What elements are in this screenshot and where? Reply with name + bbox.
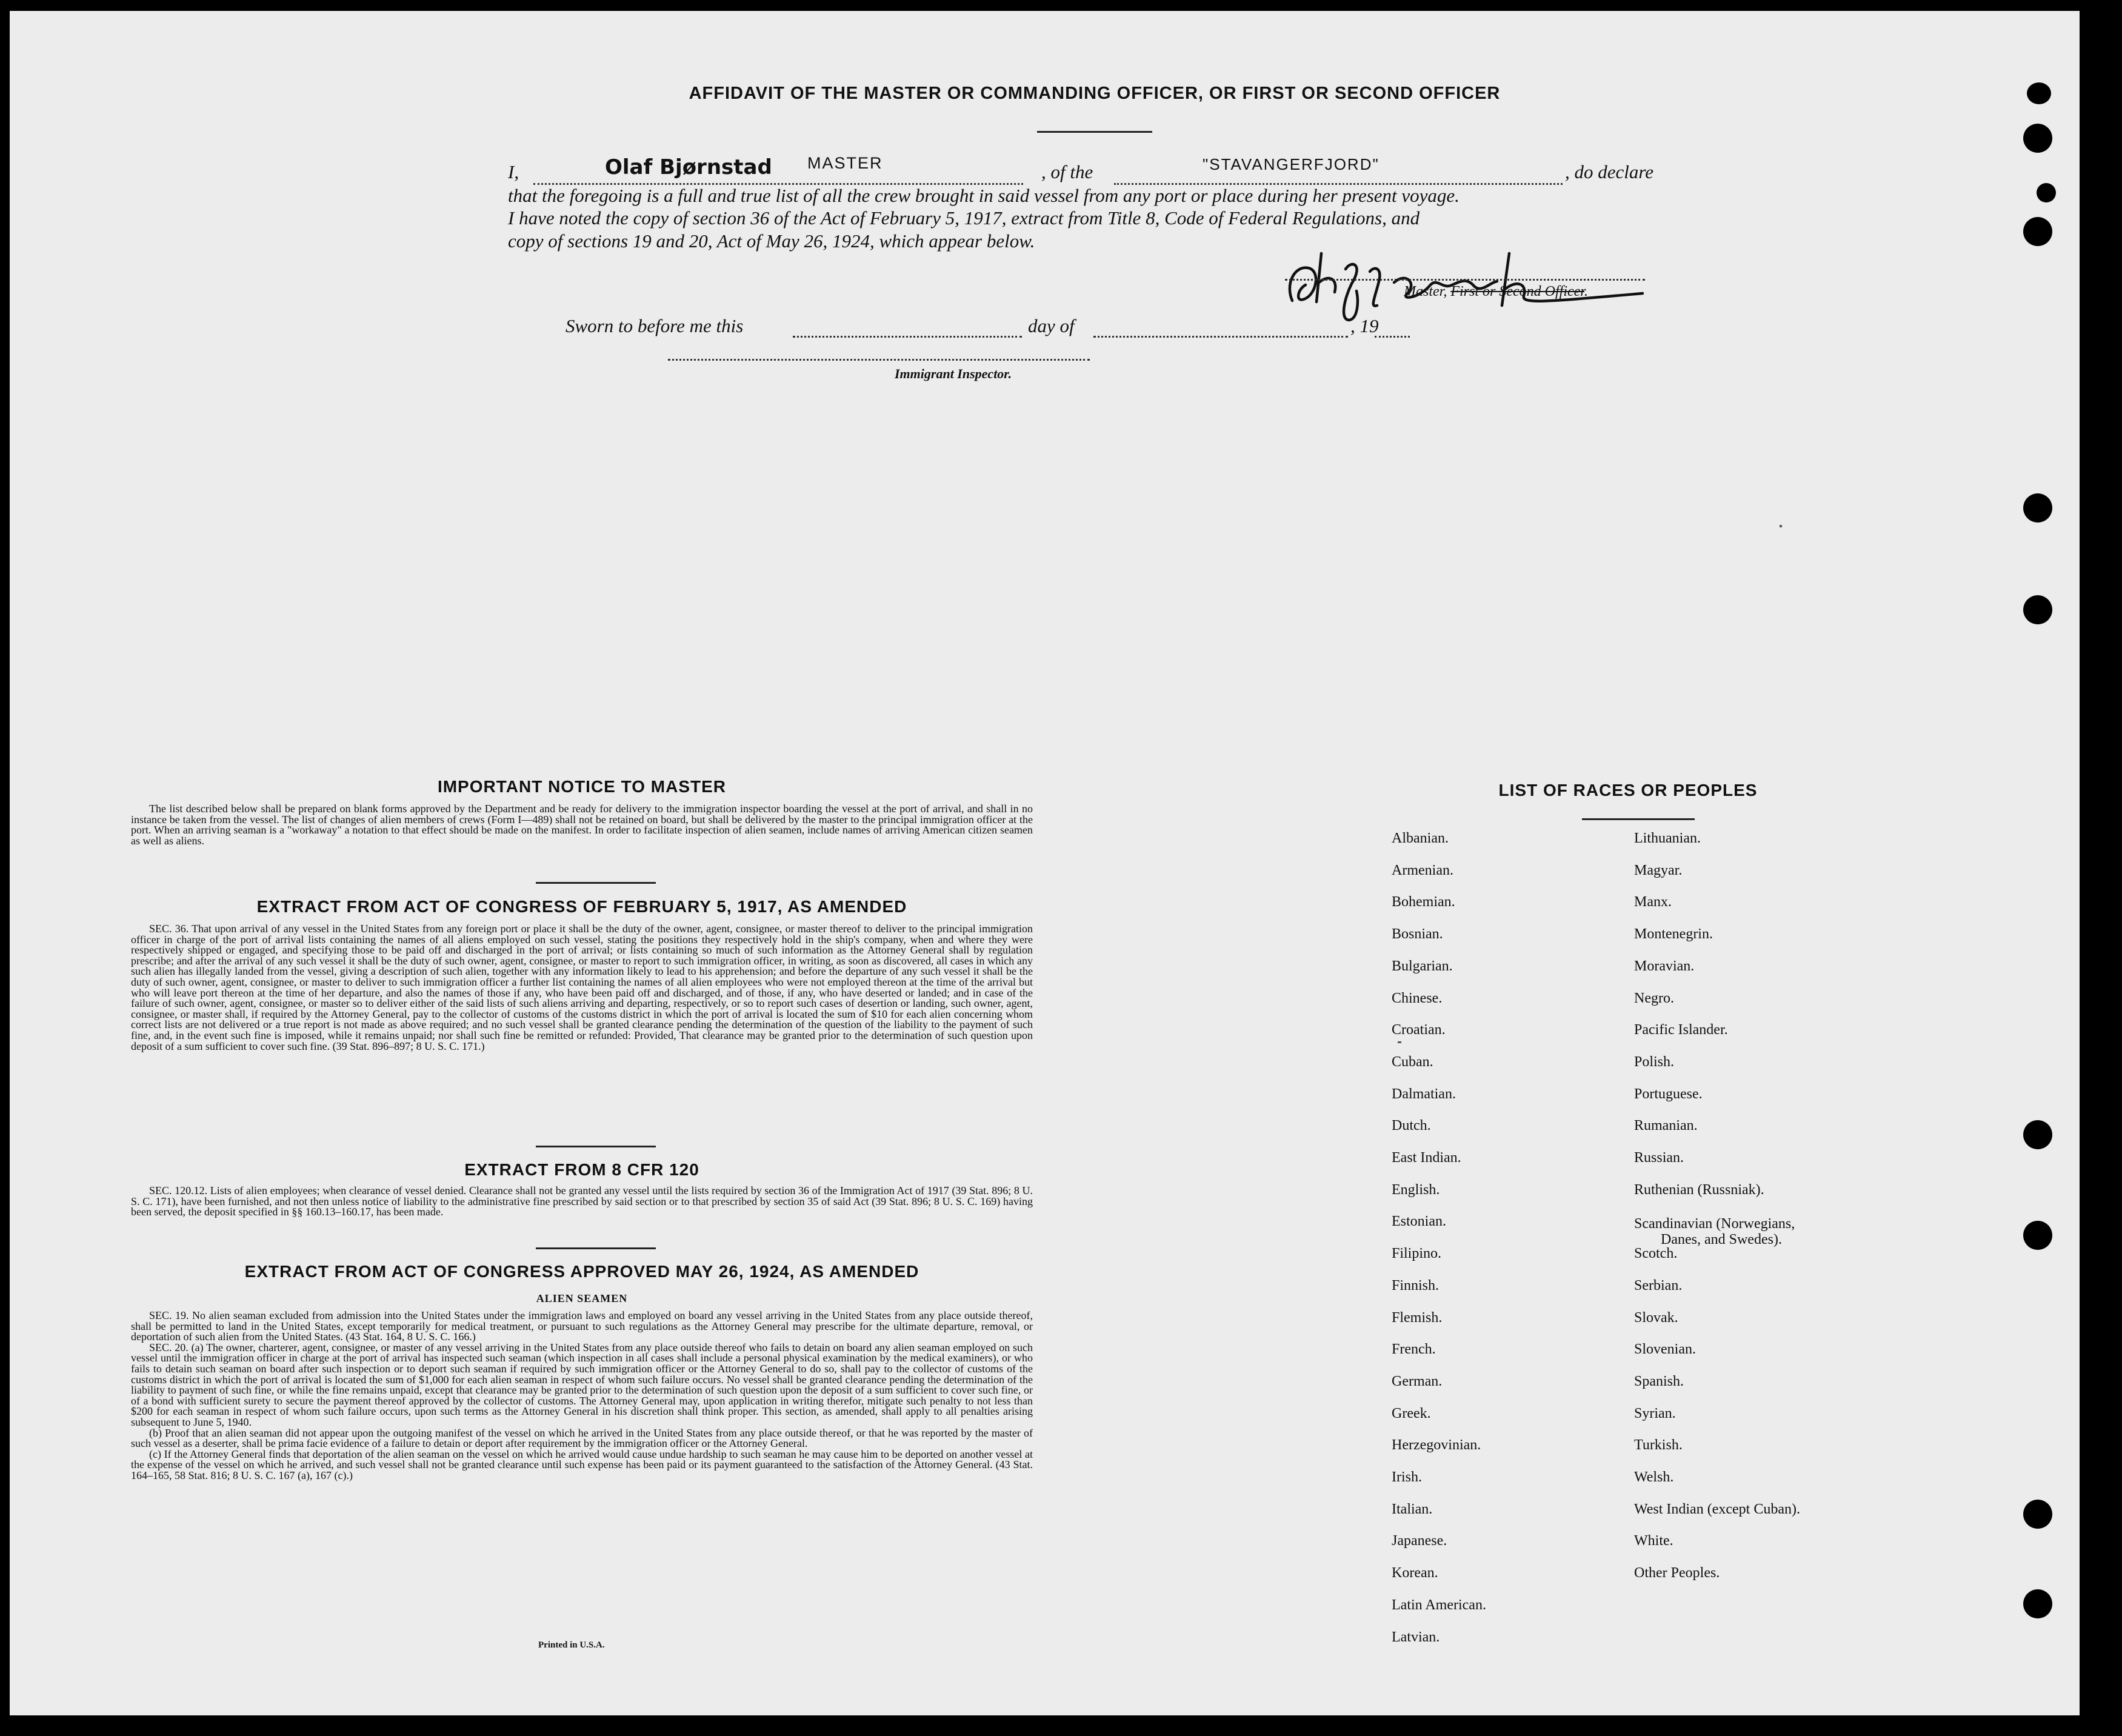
race-item: Irish. — [1392, 1469, 1422, 1485]
race-item: Dutch. — [1392, 1118, 1431, 1134]
binder-hole — [2037, 183, 2056, 202]
race-item: Portuguese. — [1634, 1086, 1703, 1102]
extract-1917-title: EXTRACT FROM ACT OF CONGRESS OF FEBRUARY 5, 1917, AS AMENDED — [256, 897, 907, 916]
race-item: Scotch. — [1634, 1246, 1678, 1262]
binder-hole — [2023, 124, 2052, 153]
printed-in-usa: Printed in U.S.A. — [538, 1640, 605, 1650]
race-item: Latvian. — [1392, 1629, 1440, 1645]
race-item: Pacific Islander. — [1634, 1022, 1728, 1038]
race-item: Flemish. — [1392, 1309, 1443, 1326]
race-item: Spanish. — [1634, 1373, 1684, 1389]
extract-1917-divider — [536, 1146, 656, 1147]
race-item: Manx. — [1634, 894, 1672, 910]
signature-caption — [1404, 284, 1588, 300]
race-item: Korean. — [1392, 1565, 1438, 1581]
race-item: Welsh. — [1634, 1469, 1674, 1485]
races-title: LIST OF RACES OR PEOPLES — [1498, 781, 1758, 800]
race-item: German. — [1392, 1373, 1443, 1389]
race-item: Montenegrin. — [1634, 926, 1713, 943]
race-item: Herzegovinian. — [1392, 1437, 1481, 1454]
race-item: Finnish. — [1392, 1277, 1440, 1294]
race-item: Italian. — [1392, 1501, 1433, 1517]
race-item: Russian. — [1634, 1150, 1684, 1166]
notice-divider — [536, 882, 656, 884]
binder-hole — [2027, 82, 2051, 104]
race-item: East Indian. — [1392, 1150, 1461, 1166]
declaration-line-2: I have noted the copy of section 36 of the Act of February 5, 1917, extract from Title 8, Code of Federal Regulations, and — [508, 207, 1420, 229]
race-item: Armenian. — [1392, 862, 1453, 878]
caption-master: Master, — [1404, 284, 1447, 299]
extract-1924-subtitle: ALIEN SEAMEN — [536, 1292, 628, 1304]
race-item: Syrian. — [1634, 1405, 1676, 1421]
notice-paragraph: The list described below shall be prepared on blank forms approved by the Department and be ready for delivery to the immigration inspector boarding the vessel at the port of arrival, and shall in no instance be taken from the vessel. The list of changes of alien members of crews (Form I—489) shall not be retained on board, but shall be delivered by the master to the principal immigration officer at the port. When an arriving seaman is a "workaway" a notation to that effect should be made on the manifest. In order to facilitate inspection of alien seamen, include names of arriving American citizen seamen as well as aliens. — [131, 803, 1033, 847]
extract-1924-sec20b: (b) Proof that an alien seaman did not appear upon the outgoing manifest of the vessel on which he arrived in the United States from any place outside thereof, or that he was reported by the master of such vessel as a deserter, shall be prima facie evidence of a failure to detain or deport after requirement by the immigration officer or the Attorney General. — [131, 1426, 1033, 1450]
extract-cfr-title: EXTRACT FROM 8 CFR 120 — [464, 1160, 699, 1179]
caption-struck-officer: First or Second Officer — [1450, 284, 1584, 299]
declaration-name-line — [508, 154, 1666, 185]
race-item: Lithuanian. — [1634, 830, 1701, 846]
caption-period: . — [1584, 284, 1588, 299]
day-of-label: day of — [1028, 315, 1075, 336]
race-item: Moravian. — [1634, 958, 1695, 974]
officer-name-value: Olaf Bjørnstad — [605, 155, 772, 179]
race-item: Filipino. — [1392, 1246, 1442, 1262]
extract-1917-text — [131, 924, 1033, 1052]
binder-hole — [2023, 1589, 2052, 1618]
race-item: Chinese. — [1392, 990, 1443, 1006]
signature-line — [1285, 278, 1645, 281]
binder-hole — [2023, 217, 2052, 246]
race-item: Estonian. — [1392, 1214, 1446, 1230]
race-item: Cuban. — [1392, 1053, 1433, 1070]
binder-hole — [2023, 493, 2052, 522]
of-the-label: , of the — [1041, 161, 1093, 182]
race-item: Danes, and Swedes). — [1661, 1232, 1782, 1248]
race-item: Greek. — [1392, 1405, 1431, 1421]
race-item: West Indian (except Cuban). — [1634, 1501, 1800, 1517]
binder-hole — [2023, 1120, 2052, 1149]
race-item: Croatian. — [1392, 1022, 1446, 1038]
race-item: Japanese. — [1392, 1533, 1447, 1549]
extract-1924-sec19: SEC. 19. No alien seaman excluded from admission into the United States under the immigration laws and employed on board any vessel arriving in the United States from any place outside thereof, shall be permitted to land in the United States, except temporarily for medical treatment, or pursuant to such regulations as the Attorney General may prescribe for the ultimate departure, removal, or deportation of such alien from the United States. (43 Stat. 164, 8 U. S. C. 166.) — [131, 1309, 1033, 1343]
race-item: French. — [1392, 1341, 1436, 1358]
race-item: Turkish. — [1634, 1437, 1683, 1454]
extract-1924-text — [131, 1310, 1033, 1481]
race-item: Polish. — [1634, 1053, 1675, 1070]
notice-title: IMPORTANT NOTICE TO MASTER — [437, 777, 727, 796]
signature-text — [1279, 247, 1289, 249]
binder-hole — [2023, 1221, 2052, 1250]
extract-1917-paragraph: SEC. 36. That upon arrival of any vessel in the United States from any foreign port or place it shall be the duty of the owner, agent, consignee, or master thereof to deliver to the principal immigration officer in charge of the port of arrival lists containing the names of all aliens employed on such vessel, stating the positions they respectively hold in the ship's company, when and where they were respectively shipped or engaged, and specifying those to be paid off and discharged in the port of arrival; or lists containing so much of such information as the Attorney General shall by regulation prescribe; and after the arrival of any such vessel it shall be the duty of such owner, agent, consignee, or master to report to such immigration officer, in writing, as soon as discovered, all cases in which any such alien has illegally landed from the vessel, giving a description of such alien, together with any information likely to lead to his apprehension; and before the departure of any such vessel it shall be the duty of such owner, agent, consignee, or master to deliver to such immigration officer a further list containing the names of all alien employees who were not employed thereon at the time of the arrival but who will leave port thereon at the time of her departure, and also the names of those if any, who have been paid off and discharged, and of those, if any, who have deserted or landed; and in case of the failure of such owner, agent, consignee, or master so to deliver either of the said lists of such aliens arriving and departing, respectively, or so to report such cases of desertion or landing, such owner, agent, consignee, or master shall, if required by the Attorney General, pay to the collector of customs of the customs district in which the port of arrival is located the sum of $10 for each alien concerning whom correct lists are not delivered or a true report is not made as above required; and no such vessel shall be granted clearance pending the determination of the question of the liability to the payment of such fine, and, in the event such fine is imposed, while it remains unpaid; nor shall such fine be remitted or refunded: Provided, That clearance may be granted prior to the determination of such question upon deposit of a sum sufficient to cover such fine. (39 Stat. 896–897; 8 U. S. C. 171.) — [131, 923, 1033, 1052]
race-item: Slovenian. — [1634, 1341, 1696, 1358]
year-label: , 19 — [1350, 315, 1379, 336]
declaration-line-3: copy of sections 19 and 20, Act of May 26, 1924, which appear below. — [508, 230, 1035, 252]
officer-rank-value: MASTER — [807, 154, 883, 172]
stray-mark — [1398, 1041, 1401, 1043]
race-item: Bulgarian. — [1392, 958, 1453, 974]
race-item: Rumanian. — [1634, 1118, 1698, 1134]
sworn-day-field — [793, 318, 1022, 338]
extract-cfr-text — [131, 1186, 1033, 1218]
race-item: Bosnian. — [1392, 926, 1443, 943]
inspector-label: Immigrant Inspector. — [895, 366, 1012, 381]
affidavit-title: AFFIDAVIT OF THE MASTER OR COMMANDING OFFICER, OR FIRST OR SECOND OFFICER — [689, 84, 1501, 103]
race-item: Scandinavian (Norwegians, — [1634, 1216, 1795, 1232]
sworn-year-field — [1375, 318, 1410, 338]
vessel-name-value: "STAVANGERFJORD" — [1203, 155, 1380, 173]
race-item: Negro. — [1634, 990, 1674, 1006]
binder-hole — [2023, 595, 2052, 624]
race-item: Latin American. — [1392, 1597, 1486, 1613]
extract-1924-sec20a: SEC. 20. (a) The owner, charterer, agent, consignee, or master of any vessel arriving in the United States from any place outside thereof who fails to detain on board any alien seaman employed on such vessel until the immigration officer in charge at the port of arrival has inspected such seaman (which inspection in all cases shall include a personal physical examination by the medical examiners), or who fails to detain such seaman on board after such inspection or to deport such seaman if required by such immigration officer or the Attorney General to do so, shall pay to the collector of customs of the customs district in which the port of arrival is located the sum of $1,000 for each alien seaman in respect of whom such failure occurs. No vessel shall be granted clearance pending the determination of the liability to payment of such fine, or while the fine remains unpaid, except that clearance may be granted prior to the determination of such question upon the deposit of a sum sufficient to cover such fine, or of a bond with sufficient surety to secure the payment thereof approved by the collector of customs. The Attorney General may, upon application in writing therefor, mitigate such penalty to not less than $200 for each seaman in respect of whom such failure occurs, upon such terms as the Attorney General in his discretion shall think proper. This section, as amended, shall apply to all penalties arising subsequent to June 5, 1940. — [131, 1341, 1033, 1428]
inspector-signature-line — [668, 358, 1090, 361]
i-label: I, — [508, 161, 519, 182]
race-item: Other Peoples. — [1634, 1565, 1720, 1581]
race-item: English. — [1392, 1181, 1440, 1198]
declaration-line-1: that the foregoing is a full and true list of all the crew brought in said vessel from any port or place during her present voyage. — [508, 185, 1460, 206]
extract-cfr-paragraph: SEC. 120.12. Lists of alien employees; when clearance of vessel denied. Clearance shall not be granted any vessel until the lists required by section 36 of the Immigration Act of 1917 (39 Stat. 896; 8 U. S. C. 171), have been furnished, and not then unless notice of liability to the administrative fine prescribed by said section or to that prescribed by section 35 of said Act (39 Stat. 896; 8 U. S. C. 169) having been served, the deposit specified in §§ 160.13–160.17, has been made. — [131, 1184, 1033, 1218]
stray-mark — [1780, 525, 1782, 527]
race-item: Bohemian. — [1392, 894, 1455, 910]
race-item: Dalmatian. — [1392, 1086, 1456, 1102]
race-item: White. — [1634, 1533, 1673, 1549]
title-divider — [1037, 131, 1152, 133]
sworn-line — [508, 315, 1666, 339]
binder-hole — [2023, 1500, 2052, 1529]
sworn-label: Sworn to before me this — [566, 315, 744, 336]
race-item: Slovak. — [1634, 1309, 1678, 1326]
notice-text — [131, 804, 1033, 846]
race-item: Serbian. — [1634, 1277, 1683, 1294]
extract-cfr-divider — [536, 1247, 656, 1249]
race-item: Magyar. — [1634, 862, 1683, 878]
extract-1924-title: EXTRACT FROM ACT OF CONGRESS APPROVED MAY 26, 1924, AS AMENDED — [244, 1262, 919, 1281]
extract-1924-sec20c: (c) If the Attorney General finds that deportation of the alien seaman on the vessel on which he arrived would cause undue hardship to such seaman he may cause him to be deported on another vessel at the expense of the vessel on which he arrived, and such vessel shall not be granted clearance until such expense has been paid or its payment guaranteed to the satisfaction of the Attorney General. (43 Stat. 164–165, 58 Stat. 816; 8 U. S. C. 167 (a), 167 (c).) — [131, 1447, 1033, 1481]
race-item: Albanian. — [1392, 830, 1449, 846]
do-declare-label: , do declare — [1565, 161, 1654, 182]
sworn-month-field — [1093, 318, 1348, 338]
races-divider — [1582, 818, 1695, 820]
race-item: Ruthenian (Russniak). — [1634, 1181, 1764, 1198]
document-page — [10, 11, 2080, 1715]
